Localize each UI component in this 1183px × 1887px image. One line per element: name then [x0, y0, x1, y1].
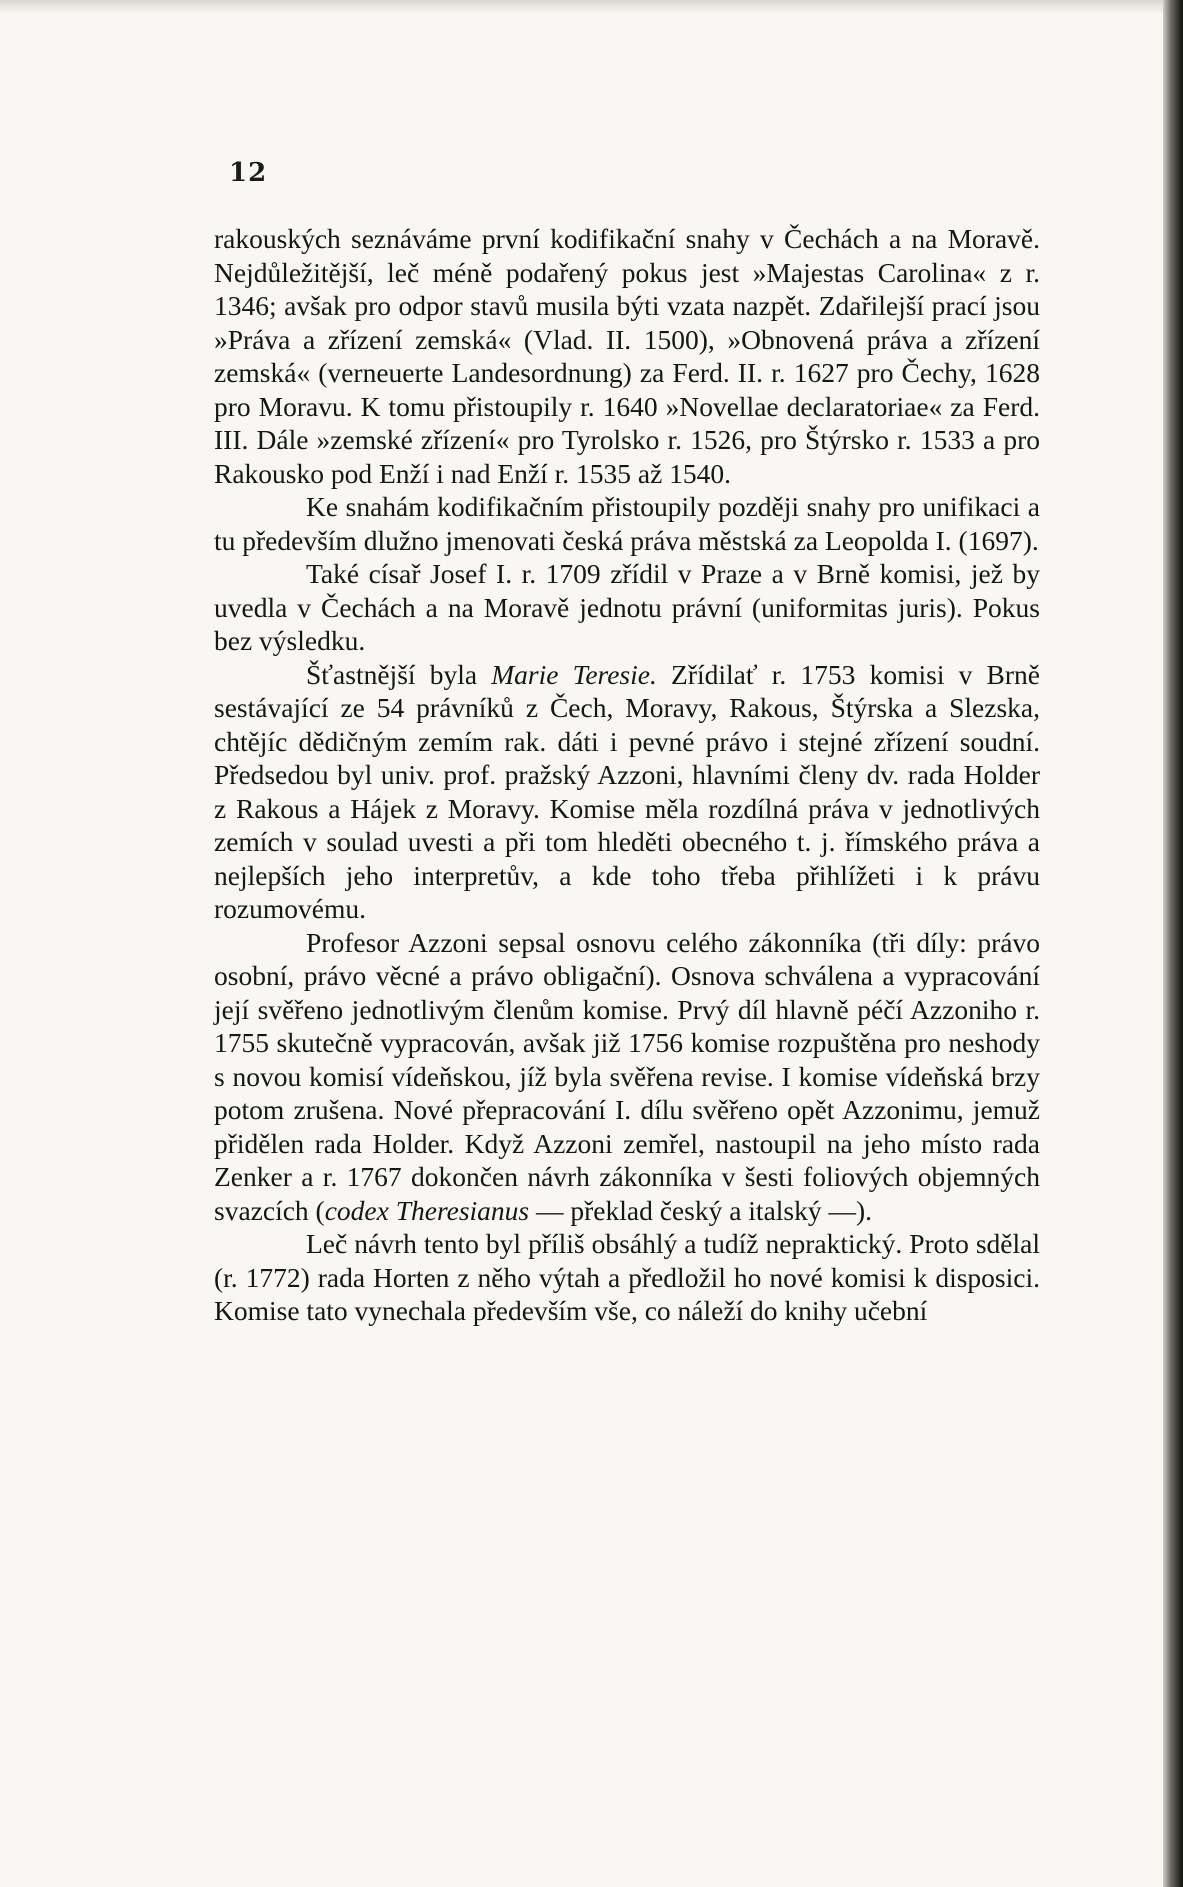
paragraph-4-italic-name: Marie Teresie. — [491, 658, 657, 690]
paragraph-5-text-b: — překlad český a italský —). — [529, 1194, 873, 1226]
paragraph-6-text: Leč návrh tento byl příliš obsáhlý a tudíž nepraktický. Proto sdělal (r. 1772) rada Horten z něho výtah a předložil ho nové komisi k disposici. Komise tato vynechala především vše, co náleží do knihy učební — [214, 1228, 1040, 1326]
paragraph-3 — [214, 557, 1040, 658]
paragraph-5 — [214, 926, 1040, 1228]
page-number: 12 — [229, 158, 268, 188]
page-binding-shadow — [1163, 0, 1183, 1887]
paragraph-5-text-a: Profesor Azzoni sepsal osnovu celého zákonníka (tři díly: právo osobní, právo věcné a právo obligační). Osnova schválena a vypracování její svěřeno jednotlivým členům komise. Prvý díl hlavně péčí Azzoniho r. 1755 skutečně vypracován, avšak již 1756 komise rozpuštěna pro neshody s novou komisí vídeňskou, jíž byla svěřena revise. I komise vídeňská brzy potom zrušena. Nové přepracování I. dílu svěřeno opět Azzonimu, jemuž přidělen rada Holder. Když Azzoni zemřel, nastoupil na jeho místo rada Zenker a r. 1767 dokončen návrh zákonníka v šesti foliových objemných svazcích ( — [214, 926, 1040, 1226]
paragraph-1 — [214, 222, 1040, 490]
paragraph-4 — [214, 658, 1040, 926]
paragraph-3-text: Také císař Josef I. r. 1709 zřídil v Praze a v Brně komisi, jež by uvedla v Čechách a na Moravě jednotu právní (uniformitas juris). Pokus bez výsledku. — [214, 558, 1040, 656]
paragraph-6 — [214, 1227, 1040, 1328]
paragraph-4-text-a: Šťastnější byla — [306, 658, 492, 690]
paragraph-4-text-b: Zřídilať r. 1753 komisi v Brně sestávající ze 54 právníků z Čech, Moravy, Rakous, Štýrska a Slezska, chtějíc dědičným zemím rak. dáti i pevné právo i stejné zřízení soudní. Předsedou byl univ. prof. pražský Azzoni, hlavními členy dv. rada Holder z Rakous a Hájek z Moravy. Komise měla rozdílná práva v jednotlivých zemích v soulad uvesti a při tom hleděti obecného t. j. římského práva a nejlepších jeho interpretův, a kde toho třeba přihlížeti i k právu rozumovému. — [214, 658, 1040, 924]
body-text — [214, 222, 1040, 1328]
page-top-edge — [0, 0, 1183, 14]
paragraph-5-italic-title: codex Theresianus — [324, 1194, 530, 1226]
paragraph-2-text: Ke snahám kodifikačním přistoupily později snahy pro unifikaci a tu především dlužno jmenovati česká práva městská za Leopolda I. (1697). — [214, 491, 1040, 556]
paragraph-1-text: rakouských seznáváme první kodifikační snahy v Čechách a na Moravě. Nejdůležitější, leč méně podařený pokus jest »Majestas Carolina« z r. 1346; avšak pro odpor stavů musila býti vzata nazpět. Zdařilejší prací jsou »Práva a zřízení zemská« (Vlad. II. 1500), »Obnovená práva a zřízení zemská« (verneuerte Landesordnung) za Ferd. II. r. 1627 pro Čechy, 1628 pro Moravu. K tomu přistoupily r. 1640 »Novellae declaratoriae« za Ferd. III. Dále »zemské zřízení« pro Tyrolsko r. 1526, pro Štýrsko r. 1533 a pro Rakousko pod Enží i nad Enží r. 1535 až 1540. — [214, 223, 1040, 489]
paragraph-2 — [214, 490, 1040, 557]
